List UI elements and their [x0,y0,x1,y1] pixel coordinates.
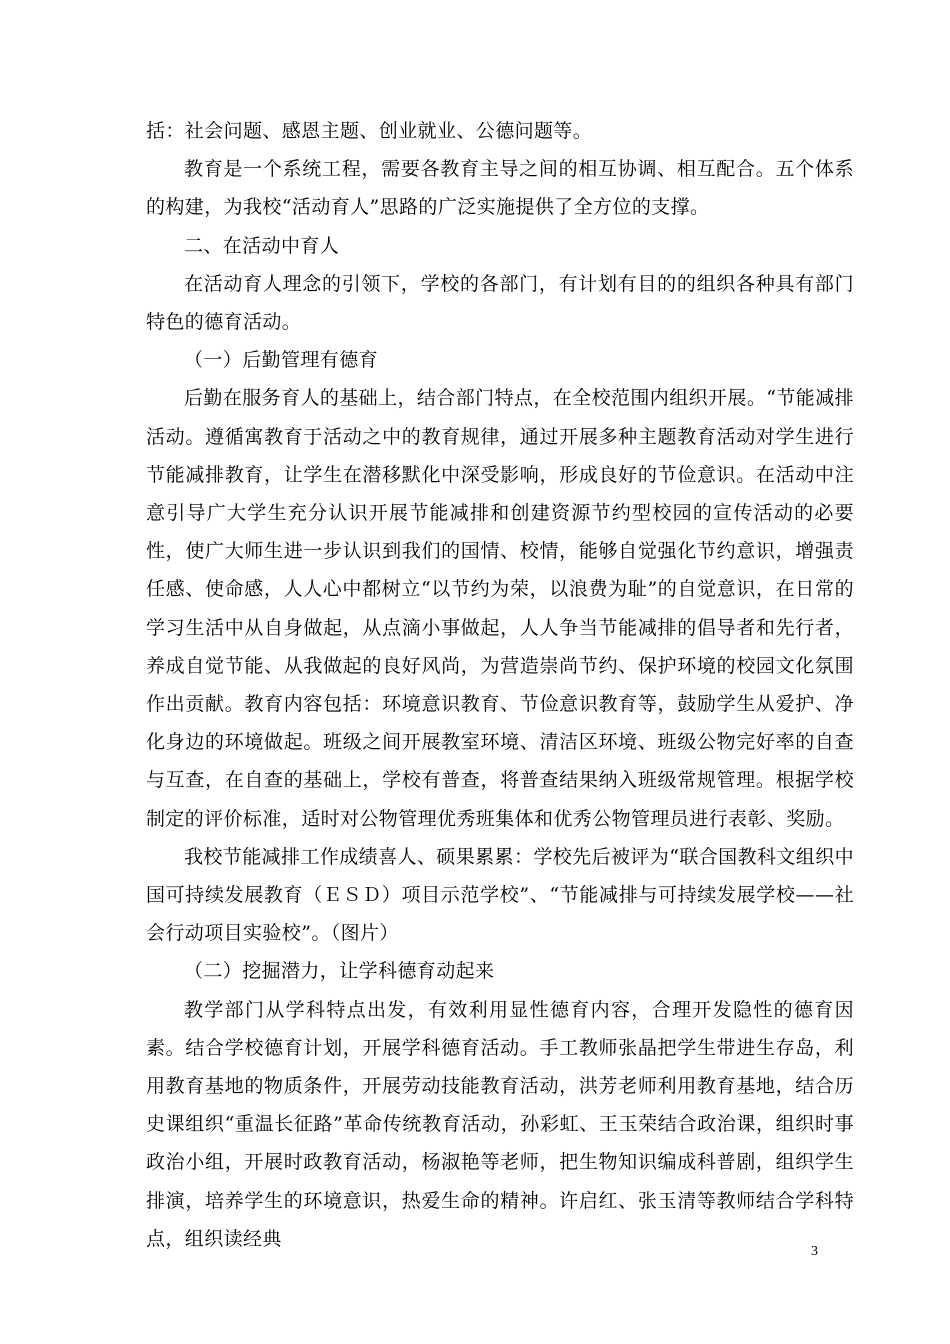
subsection-heading-1: （一）后勤管理有德育 [184,349,379,372]
paragraph-system-engineering: 教育是一个系统工程，需要各教育主导之间的相互协调、相互配合。五个体系的构建，为我校“活动育人”思路的广泛实施提供了全方位的支撑。 [146,158,854,219]
paragraph-achievements: 我校节能减排工作成绩喜人、硕果累累：学校先后被评为“联合国教科文组织中国可持续发展教育（ＥＳＤ）项目示范学校”、“节能减排与可持续发展学校——社会行动项目实验校”。（图片） [146,845,854,945]
page-number: 3 [811,1244,818,1259]
subsection-heading-2: （二）挖掘潜力，让学科德育动起来 [184,960,495,983]
section-heading-2: 二、在活动中育人 [184,234,340,257]
document-body [146,112,854,1258]
paragraph-subject-moral-education: 教学部门从学科特点出发，有效利用显性德育内容，合理开发隐性的德育因素。结合学校德育计划，开展学科德育活动。手工教师张晶把学生带进生存岛，利用教育基地的物质条件，开展劳动技能教育活动，洪芳老师利用教育基地，结合历史课组织“重温长征路”革命传统教育活动，孙彩虹、王玉荣结合政治课，组织时事政治小组，开展时政教育活动，杨淑艳等老师，把生物知识编成科普剧，组织学生排演，培养学生的环境意识，热爱生命的精神。许启红、张玉清等教师结合学科特点，组织读经典 [146,998,854,1250]
paragraph-continuation: 括：社会问题、感恩主题、创业就业、公德问题等。 [146,120,593,142]
paragraph-logistics-energy-saving: 后勤在服务育人的基础上，结合部门特点，在全校范围内组织开展。“节能减排活动。遵循寓教育于活动之中的教育规律，通过开展多种主题教育活动对学生进行节能减排教育，让学生在潜移默化中深受影响，形成良好的节俭意识。在活动中注意引导广大学生充分认识开展节能减排和创建资源节约型校园的宣传活动的必要性，使广大师生进一步认识到我们的国情、校情，能够自觉强化节约意识，增强责任感、使命感，人人心中都树立“以节约为荣，以浪费为耻”的自觉意识，在日常的学习生活中从自身做起，从点滴小事做起，人人争当节能减排的倡导者和先行者，养成自觉节能、从我做起的良好风尚，为营造崇尚节约、保护环境的校园文化氛围作出贡献。教育内容包括：环境意识教育、节俭意识教育等，鼓励学生从爱护、净化身边的环境做起。班级之间开展教室环境、清洁区环境、班级公物完好率的自查与互查，在自查的基础上，学校有普查，将普查结果纳入班级常规管理。根据学校制定的评价标准，适时对公物管理优秀班集体和优秀公物管理员进行表彰、奖励。 [146,387,854,830]
paragraph-activity-concept: 在活动育人理念的引领下，学校的各部门，有计划有目的的组织各种具有部门特色的德育活动。 [146,272,854,334]
